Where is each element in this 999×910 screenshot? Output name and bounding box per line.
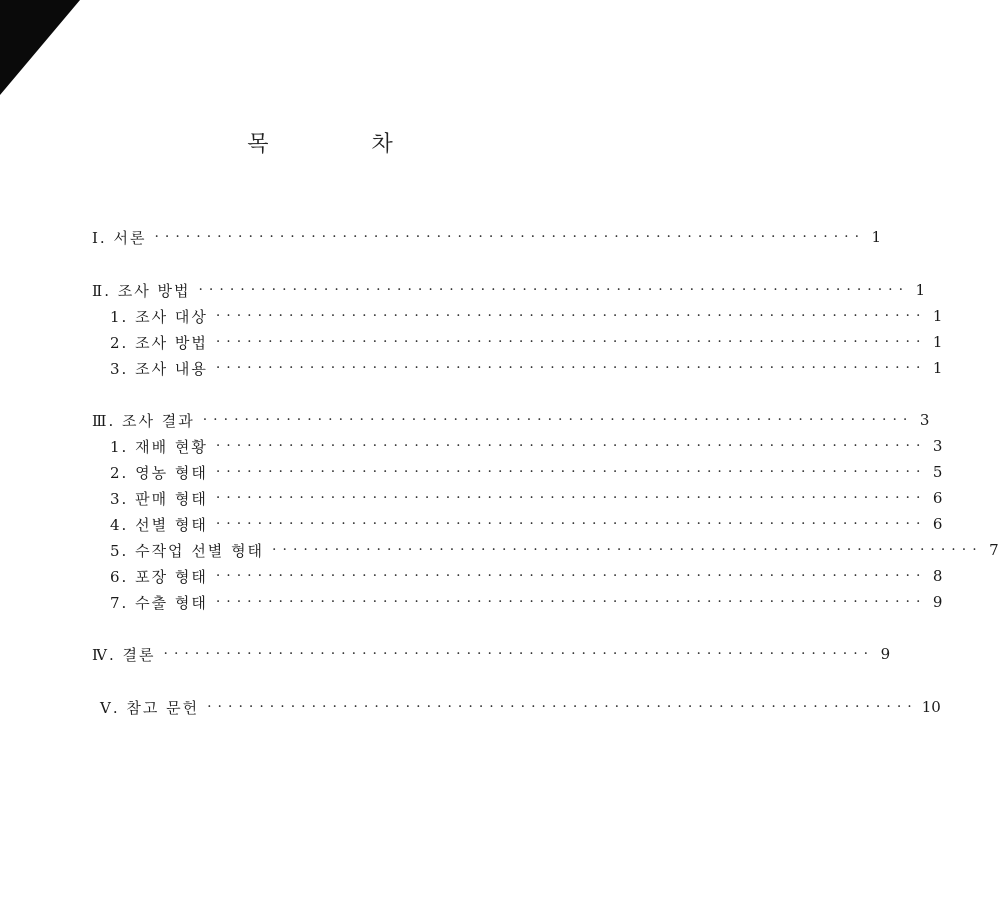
toc-entry-label: Ⅲ. 조사 결과 [92,411,195,430]
toc-entry-page: 1 [932,359,943,377]
toc-entry-label: 1. 재배 현황 [110,437,208,456]
toc-entry-label: 3. 판매 형태 [110,489,208,508]
toc-entry-page: 10 [921,698,941,716]
toc-entry-methods[interactable] [92,279,926,301]
toc-entry-page: 6 [932,515,943,533]
toc-entry-methods-method[interactable] [110,331,943,353]
toc-leader-dots: ···································································· [215,516,927,532]
toc-leader-dots: ···································································· [215,464,927,480]
toc-entry-label: 2. 영농 형태 [110,463,208,482]
toc-entry-label: Ⅱ. 조사 방법 [92,281,191,300]
toc-entry-page: 9 [932,593,943,611]
toc-entry-results-sales[interactable] [110,487,943,509]
toc-leader-dots: ···································································· [202,412,914,428]
toc-leader-dots: ···································································· [215,568,927,584]
toc-entry-results[interactable] [92,409,930,431]
toc-entry-page: 8 [932,567,943,585]
toc-entry-conclusion[interactable] [92,643,891,665]
toc-entry-results-export[interactable] [110,591,943,613]
toc-entry-results-sorting[interactable] [110,513,943,535]
toc-leader-dots: ···································································· [163,646,875,662]
toc-entry-methods-target[interactable] [110,305,943,327]
toc-entry-results-cultivation[interactable] [110,435,943,457]
toc-entry-page: 6 [932,489,943,507]
toc-entry-page: 1 [915,281,926,299]
toc-leader-dots: ···································································· [215,360,927,376]
toc-entry-page: 1 [871,228,882,246]
toc-leader-dots: ···································································· [272,542,983,558]
toc-leader-dots: ···································································· [207,699,918,715]
toc-entry-page: 1 [932,307,943,325]
toc-entry-page: 5 [932,463,943,481]
toc-entry-references[interactable] [100,696,941,718]
toc-entry-label: Ⅰ. 서론 [92,228,147,247]
toc-entry-label: 5. 수작업 선별 형태 [110,541,265,560]
toc-entry-introduction[interactable] [92,226,882,248]
toc-leader-dots: ···································································· [215,490,927,506]
toc-entry-label: Ⅴ. 참고 문헌 [100,698,200,717]
toc-entry-results-packaging[interactable] [110,565,943,587]
toc-entry-label: 4. 선별 형태 [110,515,208,534]
toc-entry-page: 9 [880,645,891,663]
toc-entry-label: 2. 조사 방법 [110,333,208,352]
toc-entry-page: 7 [989,541,999,559]
toc-entry-label: 1. 조사 대상 [110,307,208,326]
toc-entry-results-farming[interactable] [110,461,943,483]
toc-entry-results-manual-sorting[interactable] [110,539,999,561]
page-title: 목 차 [247,132,441,157]
scan-corner-shadow [0,0,80,95]
toc-entry-page: 3 [919,411,930,429]
toc-entry-methods-content[interactable] [110,357,943,379]
toc-entry-page: 3 [932,437,943,455]
toc-entry-label: Ⅳ. 결론 [92,645,156,664]
toc-leader-dots: ···································································· [215,594,927,610]
toc-entry-label: 7. 수출 형태 [110,593,208,612]
toc-leader-dots: ···································································· [215,334,927,350]
toc-entry-page: 1 [932,333,943,351]
toc-entry-label: 6. 포장 형태 [110,567,208,586]
toc-leader-dots: ···································································· [215,308,927,324]
toc-entry-label: 3. 조사 내용 [110,359,208,378]
toc-leader-dots: ···································································· [198,282,910,298]
toc-leader-dots: ···································································· [215,438,927,454]
toc-leader-dots: ···································································· [154,229,866,245]
